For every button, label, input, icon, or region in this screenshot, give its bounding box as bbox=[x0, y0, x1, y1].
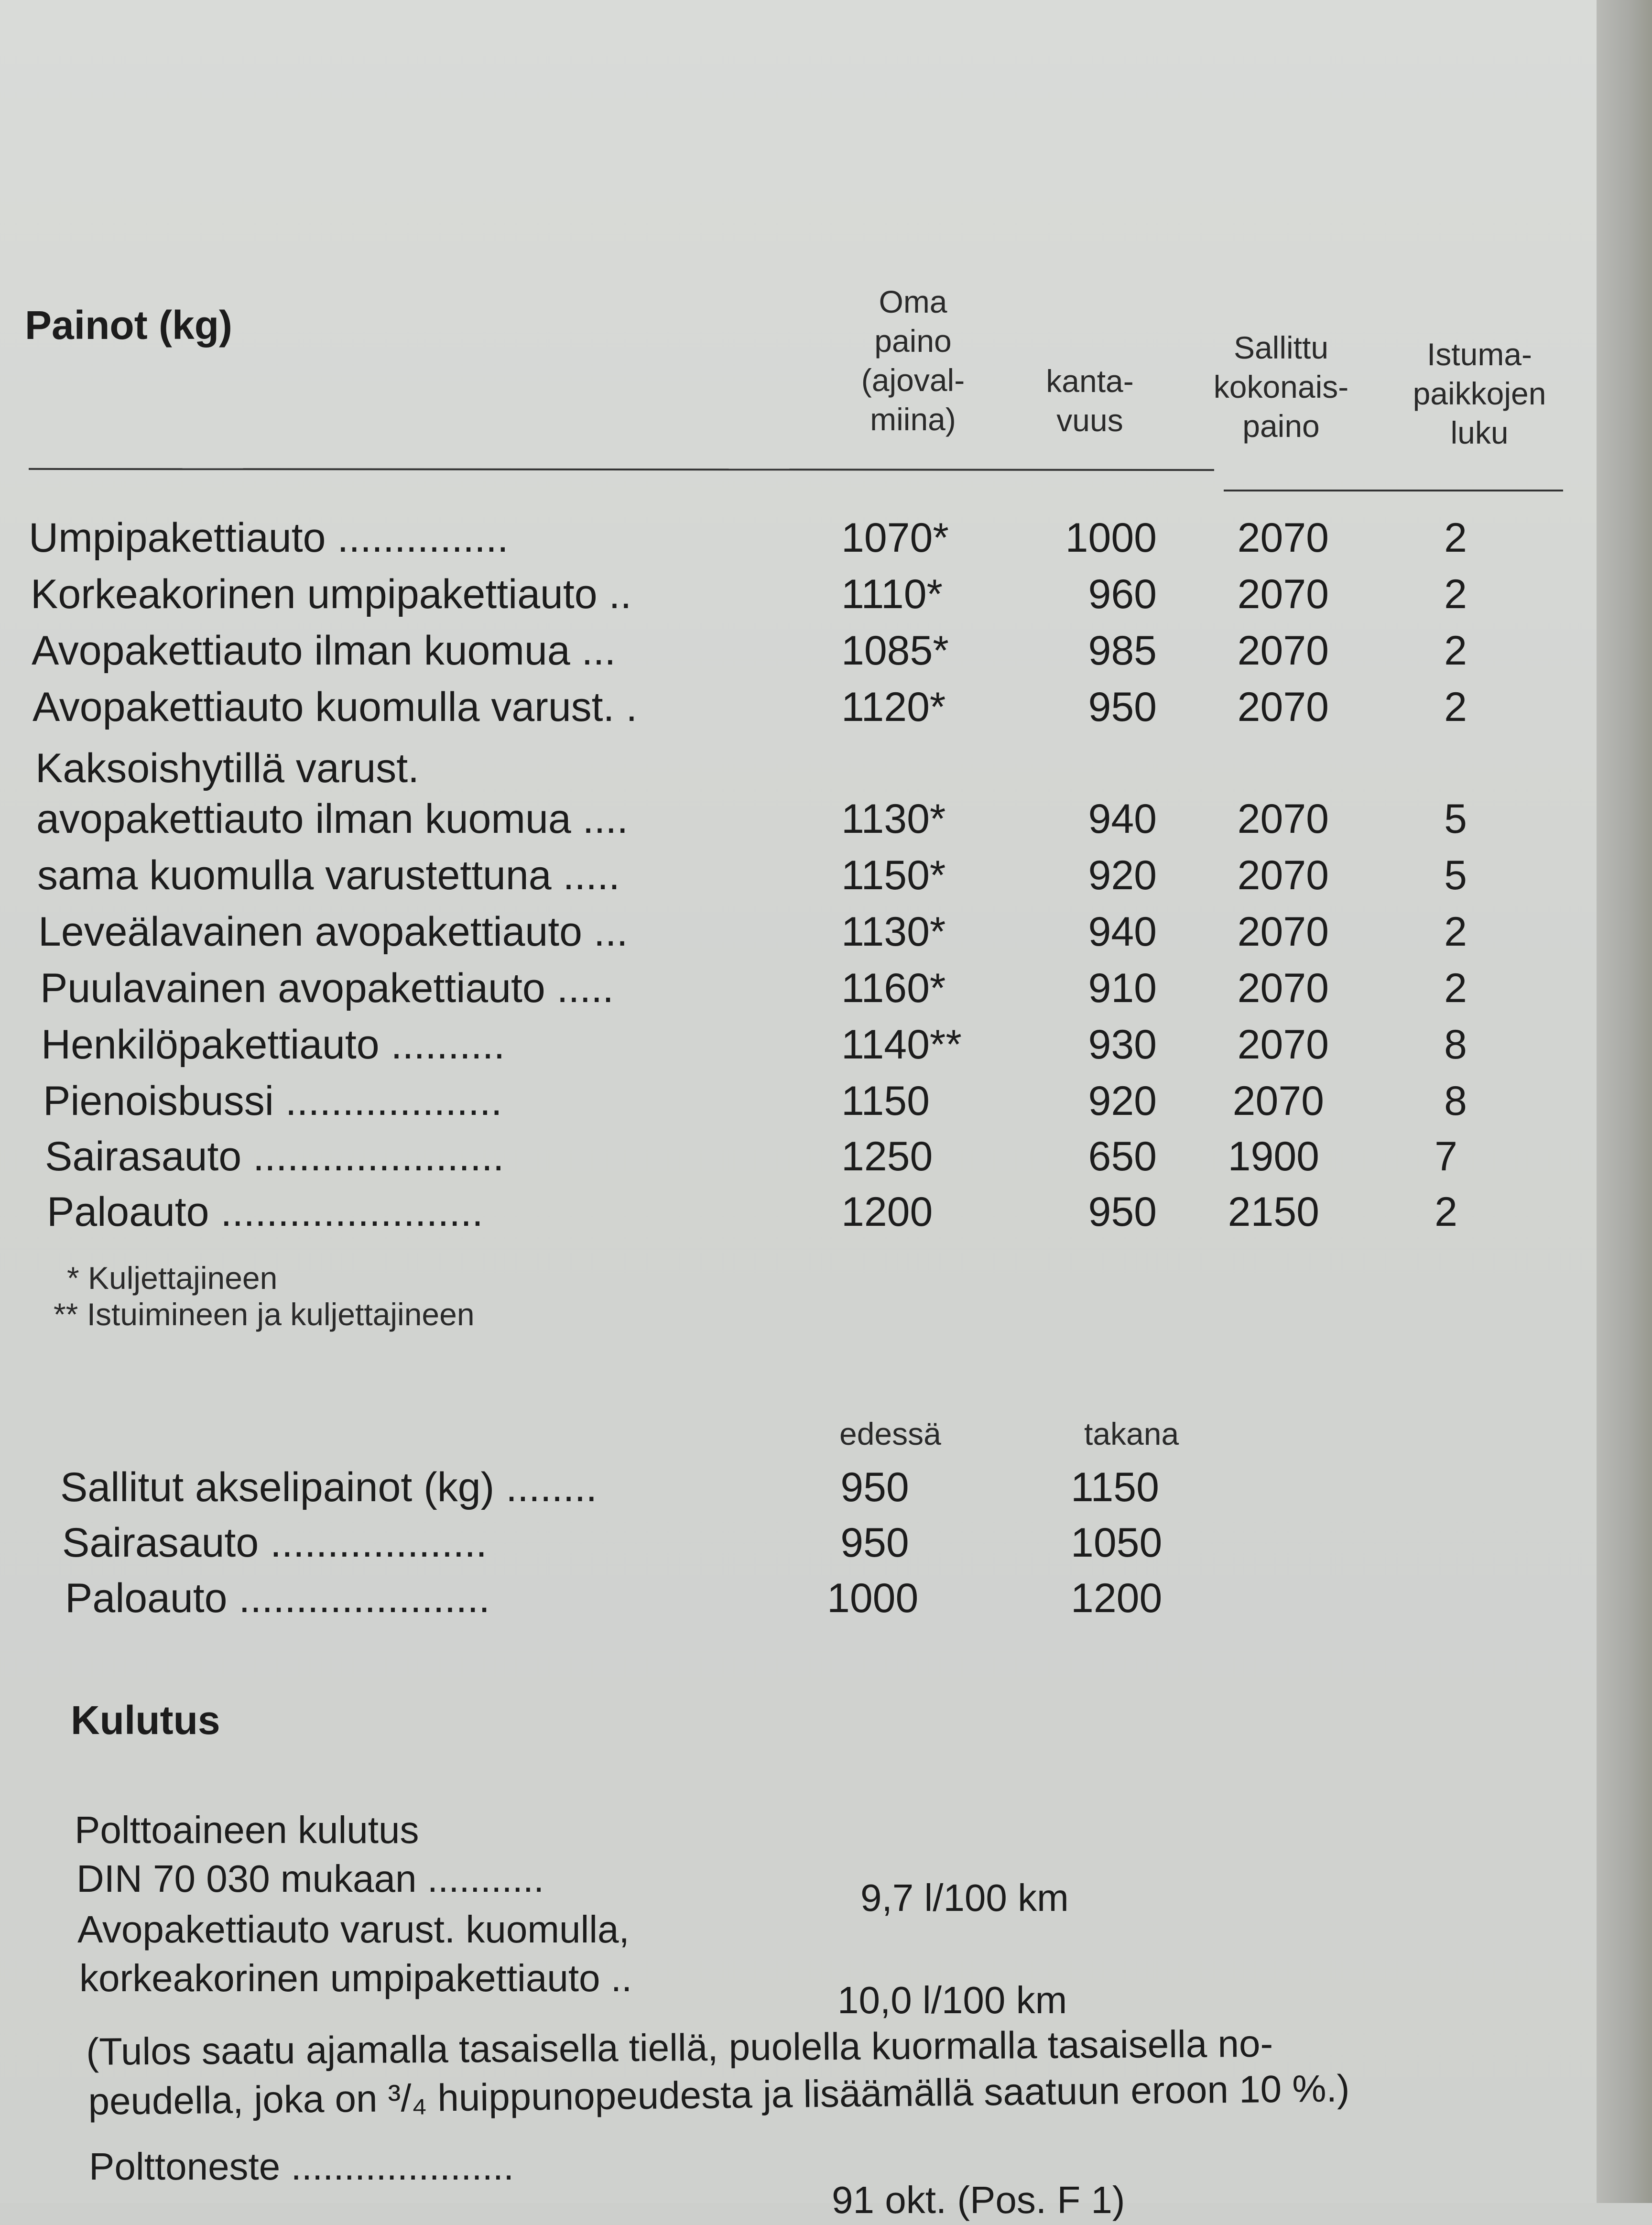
axle-header-rear: takana bbox=[1084, 1416, 1179, 1451]
table-row bbox=[0, 740, 1597, 796]
table-row bbox=[0, 679, 1597, 735]
cell-seats: 5 bbox=[1444, 796, 1467, 842]
cell-own-weight: 1110* bbox=[841, 571, 943, 617]
cell-total: 2070 bbox=[1237, 1022, 1329, 1068]
consumption-title: Kulutus bbox=[71, 1698, 220, 1743]
cell-seats: 2 bbox=[1444, 571, 1467, 617]
row-label: Korkeakorinen umpipakettiauto .. bbox=[31, 571, 632, 617]
header-line: Sallittu bbox=[1233, 330, 1329, 365]
cell-total: 2150 bbox=[1228, 1189, 1319, 1235]
page-edge bbox=[1597, 0, 1652, 2203]
row-label: Paloauto ...................... bbox=[65, 1575, 490, 1621]
header-rule-seats bbox=[1224, 490, 1563, 491]
header-line: (ajoval- bbox=[861, 362, 965, 398]
cell-own-weight: 1120* bbox=[841, 684, 946, 730]
cell-seats: 7 bbox=[1435, 1134, 1457, 1179]
row-label: Sairasauto ...................... bbox=[45, 1134, 504, 1179]
cell-capacity: 930 bbox=[1088, 1022, 1157, 1068]
cell-rear: 1200 bbox=[1071, 1575, 1163, 1621]
cell-capacity: 920 bbox=[1088, 852, 1157, 898]
cell-own-weight: 1130* bbox=[841, 796, 946, 842]
table-row bbox=[0, 566, 1597, 622]
cell-seats: 2 bbox=[1435, 1189, 1457, 1235]
cell-capacity: 940 bbox=[1088, 909, 1157, 955]
cell-front: 950 bbox=[840, 1464, 909, 1510]
row-label: Avopakettiauto kuomulla varust. . bbox=[33, 684, 638, 730]
cell-capacity: 940 bbox=[1088, 796, 1157, 842]
cell-rear: 1150 bbox=[1071, 1464, 1159, 1510]
header-own-weight bbox=[832, 282, 994, 439]
cell-capacity: 960 bbox=[1088, 571, 1157, 617]
header-line: vuus bbox=[1056, 403, 1123, 438]
weights-title: Painot (kg) bbox=[25, 303, 232, 348]
table-row bbox=[0, 1184, 1597, 1240]
row-label: Leveälavainen avopakettiauto ... bbox=[38, 909, 628, 955]
footnote: * Kuljettajineen bbox=[67, 1260, 278, 1296]
cell-own-weight: 1200 bbox=[841, 1189, 933, 1235]
table-row bbox=[0, 1570, 1597, 1626]
cell-own-weight: 1085* bbox=[841, 628, 949, 674]
cell-seats: 8 bbox=[1444, 1078, 1467, 1124]
table-row bbox=[0, 904, 1597, 960]
row-label: sama kuomulla varustettuna ..... bbox=[37, 852, 620, 898]
axle-header-front: edessä bbox=[839, 1416, 941, 1451]
cell-total: 2070 bbox=[1232, 1078, 1324, 1124]
cell-total: 2070 bbox=[1237, 796, 1329, 842]
cell-seats: 2 bbox=[1444, 909, 1467, 955]
table-row bbox=[0, 1016, 1597, 1073]
table-row bbox=[0, 1515, 1597, 1571]
row-label: Avopakettiauto ilman kuomua ... bbox=[32, 628, 616, 674]
header-line: kanta- bbox=[1046, 363, 1134, 399]
header-line: miina) bbox=[870, 402, 956, 437]
cell-own-weight: 1070* bbox=[841, 515, 949, 561]
consumption-note: peudella, joka on ³/₄ huippunopeudesta ja lisäämällä saatuun eroon 10 %.) bbox=[88, 2067, 1350, 2123]
row-label: avopakettiauto ilman kuomua .... bbox=[36, 796, 629, 842]
consumption-line: Polttoaineen kulutus bbox=[75, 1809, 419, 1851]
cell-front: 950 bbox=[840, 1520, 909, 1566]
cell-capacity: 1000 bbox=[1065, 515, 1157, 561]
cell-own-weight: 1140** bbox=[841, 1022, 962, 1068]
cell-rear: 1050 bbox=[1071, 1520, 1163, 1566]
cell-own-weight: 1150 bbox=[841, 1078, 930, 1124]
cell-own-weight: 1150* bbox=[841, 852, 946, 898]
row-label: Henkilöpakettiauto .......... bbox=[41, 1022, 505, 1068]
cell-total: 2070 bbox=[1237, 909, 1329, 955]
row-label: Umpipakettiauto ............... bbox=[29, 515, 509, 561]
header-line: luku bbox=[1450, 415, 1509, 450]
table-row bbox=[0, 510, 1597, 566]
consumption-note: (Tulos saatu ajamalla tasaisella tiellä, puolella kuormalla tasaisella no- bbox=[86, 2022, 1273, 2073]
cell-total: 2070 bbox=[1237, 852, 1329, 898]
cell-total: 2070 bbox=[1237, 628, 1329, 674]
header-line: Istuma- bbox=[1426, 337, 1532, 372]
row-label: Paloauto ....................... bbox=[47, 1189, 483, 1235]
cell-seats: 2 bbox=[1444, 965, 1467, 1011]
cell-total: 2070 bbox=[1237, 684, 1329, 730]
table-row bbox=[0, 960, 1597, 1016]
consumption-line: Avopakettiauto varust. kuomulla, bbox=[77, 1908, 630, 1951]
header-line: paino bbox=[1242, 408, 1320, 444]
consumption-line: Polttoneste ..................... bbox=[89, 2145, 514, 2188]
header-capacity bbox=[1023, 361, 1157, 440]
cell-total: 2070 bbox=[1237, 571, 1329, 617]
header-line: Oma bbox=[879, 284, 947, 319]
cell-front: 1000 bbox=[827, 1575, 919, 1621]
table-row bbox=[0, 622, 1597, 679]
cell-total: 1900 bbox=[1228, 1134, 1319, 1179]
cell-seats: 2 bbox=[1444, 515, 1467, 561]
cell-capacity: 950 bbox=[1088, 1189, 1157, 1235]
header-line: paino bbox=[874, 323, 952, 359]
header-line: paikkojen bbox=[1413, 376, 1546, 411]
footnote: ** Istuimineen ja kuljettajineen bbox=[54, 1297, 475, 1332]
row-label: Kaksoishytillä varust. bbox=[35, 745, 419, 791]
consumption-line: DIN 70 030 mukaan ........... bbox=[76, 1857, 544, 1900]
cell-capacity: 910 bbox=[1088, 965, 1157, 1011]
cell-capacity: 650 bbox=[1088, 1134, 1157, 1179]
table-row bbox=[0, 791, 1597, 847]
consumption-value: 91 okt. (Pos. F 1) bbox=[832, 2179, 1125, 2221]
table-row bbox=[0, 847, 1597, 904]
row-label: Pienoisbussi ................... bbox=[43, 1078, 502, 1124]
cell-own-weight: 1130* bbox=[841, 909, 946, 955]
cell-own-weight: 1250 bbox=[841, 1134, 933, 1179]
header-total bbox=[1185, 328, 1377, 446]
header-line: kokonais- bbox=[1213, 369, 1349, 404]
consumption-value: 10,0 l/100 km bbox=[837, 1979, 1067, 2021]
cell-seats: 2 bbox=[1444, 628, 1467, 674]
cell-seats: 2 bbox=[1444, 684, 1467, 730]
row-label: Sallitut akselipainot (kg) ........ bbox=[60, 1464, 598, 1510]
row-label: Sairasauto ................... bbox=[62, 1520, 488, 1566]
cell-capacity: 950 bbox=[1088, 684, 1157, 730]
cell-total: 2070 bbox=[1237, 965, 1329, 1011]
table-row bbox=[0, 1128, 1597, 1185]
cell-seats: 8 bbox=[1444, 1022, 1467, 1068]
cell-seats: 5 bbox=[1444, 852, 1467, 898]
cell-total: 2070 bbox=[1237, 515, 1329, 561]
header-seats bbox=[1391, 335, 1568, 452]
consumption-line: korkeakorinen umpipakettiauto .. bbox=[79, 1957, 632, 1999]
table-row bbox=[0, 1459, 1597, 1516]
row-label: Puulavainen avopakettiauto ..... bbox=[40, 965, 614, 1011]
consumption-value: 9,7 l/100 km bbox=[860, 1876, 1069, 1919]
cell-capacity: 985 bbox=[1088, 628, 1157, 674]
cell-own-weight: 1160* bbox=[841, 965, 946, 1011]
table-row bbox=[0, 1073, 1597, 1129]
cell-capacity: 920 bbox=[1088, 1078, 1157, 1124]
